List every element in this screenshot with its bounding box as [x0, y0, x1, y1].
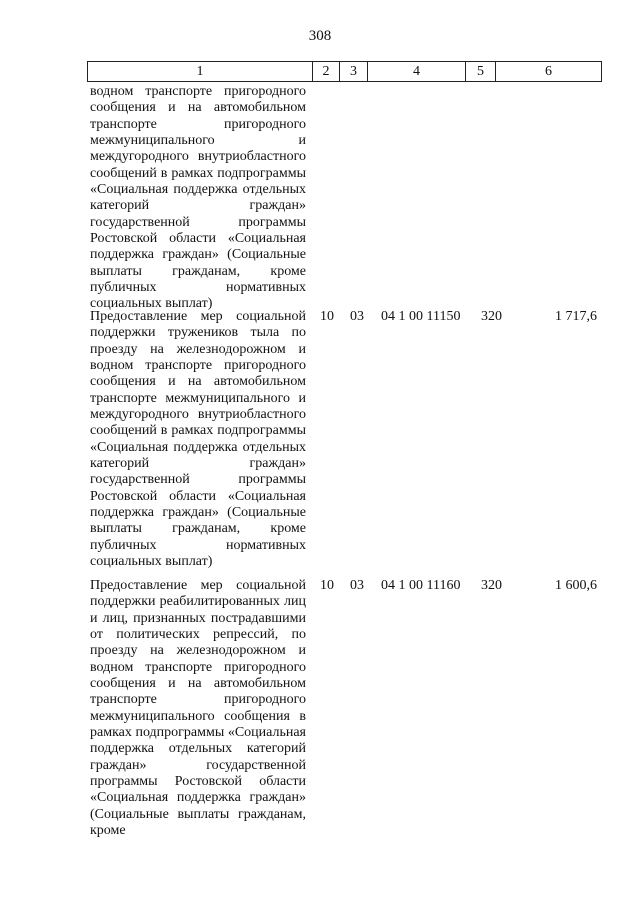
column-header-1: 1	[88, 62, 313, 81]
page-number: 308	[308, 28, 332, 44]
row-amount: 1 717,6	[555, 309, 597, 324]
table-row	[90, 578, 306, 840]
column-header-5: 5	[466, 62, 496, 81]
table-row	[90, 309, 306, 571]
column-header-6: 6	[545, 64, 552, 79]
row-target-code: 04 1 00 11160	[381, 578, 461, 593]
column-header-4: 4	[368, 62, 466, 81]
table-header-row	[87, 61, 602, 82]
column-header-3: 3	[340, 62, 368, 81]
row-subsection-code: 03	[350, 578, 364, 593]
row-expense-type: 320	[481, 309, 502, 324]
row-expense-type: 320	[481, 578, 502, 593]
row-amount: 1 600,6	[555, 578, 597, 593]
row-description: Предоставление мер социальной поддержки тружеников тыла по проезду на железнодорожном и водном транспорте пригородного сообщения и на автомобильном транспорте межмуниципального и междугородного внутриобластного сообщений в рамках подпрограммы «Социальная поддержка отдельных категорий граждан» государственной программы Ростовской области «Социальная поддержка граждан» (Социальные выплаты гражданам, кроме публичных нормативных социальных выплат)	[90, 309, 306, 570]
row-section-code: 10	[320, 578, 334, 593]
table-row	[90, 84, 306, 313]
row-description: Предоставление мер социальной поддержки реабилитированных лиц и лиц, признанных пострадавшими от политических репрессий, по проезду на железнодорожном и водном транспорте пригородного сообщения и на автомобильном транспорте пригородного межмуниципального сообщения в рамках подпрограммы «Социальная поддержка отдельных категорий граждан» государственной программы Ростовской области «Социальная поддержка граждан» (Социальные выплаты гражданам, кроме	[90, 578, 306, 839]
row-description: водном транспорте пригородного сообщения и на автомобильном транспорте пригородного межмуниципального и междугородного внутриобластного сообщений в рамках подпрограммы «Социальная поддержка отдельных категорий граждан» государственной программы Ростовской области «Социальная поддержка граждан» (Социальные выплаты гражданам, кроме публичных нормативных социальных выплат)	[90, 84, 306, 312]
column-header-2: 2	[313, 62, 340, 81]
row-subsection-code: 03	[350, 309, 364, 324]
row-section-code: 10	[320, 309, 334, 324]
row-target-code: 04 1 00 11150	[381, 309, 461, 324]
